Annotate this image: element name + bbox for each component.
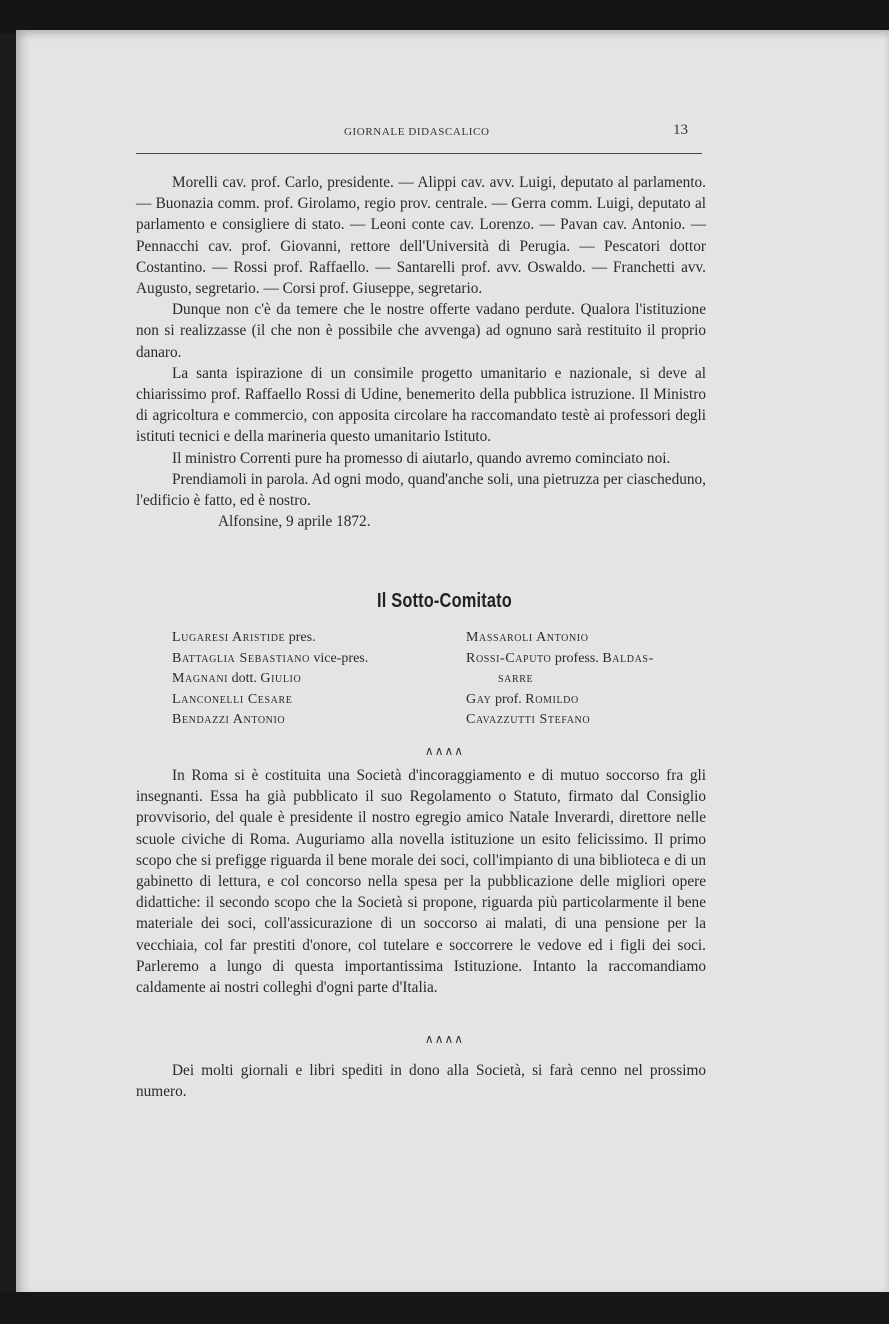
- section-ornament: ∧∧∧∧: [424, 1032, 465, 1046]
- member-entry: Bendazzi Antonio: [172, 712, 286, 728]
- member-entry: Battaglia Sebastiano vice-pres.: [172, 650, 369, 666]
- article-notice: [136, 1060, 706, 1102]
- page-number: 13: [673, 122, 688, 138]
- running-title: GIORNALE DIDASCALICO: [344, 126, 490, 138]
- paragraph: Morelli cav. prof. Carlo, presidente. — Alippi cav. avv. Luigi, deputato al parlamento. — Buonazia comm. prof. Girolamo, regio prov. centrale. — Gerra comm. Luigi, deputato al parlamento e consigliere di stato. — Leoni conte cav. Lorenzo. — Pavan cav. Antonio. — Pennacchi cav. prof. Giovanni, rettore dell'Università di Perugia. — Pescatori dottor Costantino. — Rossi prof. Raffaello. — Santarelli prof. avv. Oswaldo. — Franchetti avv. Augusto, segretario. — Corsi prof. Giuseppe, segretario.: [136, 174, 706, 298]
- member-entry: Lugaresi Aristide pres.: [172, 630, 316, 645]
- article-committee-list: [136, 172, 706, 532]
- member-entry: Rossi-Caputo profess. Baldas-: [466, 650, 654, 666]
- member-entry: Massaroli Antonio: [466, 630, 589, 645]
- scan-border-bottom: [0, 1292, 889, 1324]
- member-entry: Cavazzutti Stefano: [466, 712, 591, 728]
- dateline: Alfonsine, 9 aprile 1872.: [218, 513, 371, 531]
- section-ornament: ∧∧∧∧: [424, 744, 465, 758]
- paragraph: Il ministro Correnti pure ha promesso di aiutarlo, quando avremo cominciato noi.: [172, 449, 671, 467]
- scan-border-top: [0, 0, 889, 34]
- paragraph: La santa ispirazione di un consimile progetto umanitario e nazionale, si deve al chiarissimo prof. Raffaello Rossi di Udine, benemerito della pubblica istruzione. Il Ministro di agricoltura e commercio, con apposita circolare ha raccomandato testè ai professori degli istituti tecnici e della marineria questo umanitario Istituto.: [136, 364, 706, 446]
- committee-column-right: [466, 628, 654, 731]
- article-society: [136, 765, 706, 998]
- paragraph: In Roma si è costituita una Società d'incoraggiamento e di mutuo soccorso fra gli insegnanti. Essa ha già pubblicato il suo Regolamento o Statuto, firmato dal Consiglio provvisorio, del quale è presidente il nostro egregio amico Natale Inverardi, direttore nelle scuole civiche di Roma. Auguriamo alla novella istituzione un esito felicissimo. Il primo scopo che si prefigge riguarda il bene morale dei soci, coll'impianto di una biblioteca e di un gabinetto di lettura, e col concorso nella spesa per la pubblicazione delle migliori opere didattiche: il secondo scopo che la Società si propone, riguarda più particolarmente il bene materiale dei soci, coll'assicurazione di un soccorso ai malati, di una pensione per la vecchiaia, col far prestiti d'onore, col tutelare e soccorrere le vedove ed i figli dei soci. Parleremo a lungo di questa importantissima Istituzione. Intanto la raccomandiamo caldamente ai nostri colleghi d'ogni parte d'Italia.: [136, 767, 706, 997]
- paragraph: Prendiamoli in parola. Ad ogni modo, quand'anche soli, una pietruzza per ciascheduno, l'edificio è fatto, ed è nostro.: [136, 470, 706, 510]
- section-heading: Il Sotto-Comitato: [377, 590, 512, 612]
- paragraph: Dunque non c'è da temere che le nostre offerte vadano perdute. Qualora l'istituzione non si realizzasse (il che non è possibile che avvenga) ad ognuno sarà restituito il proprio danaro.: [136, 301, 706, 361]
- member-entry: Magnani dott. Giulio: [172, 671, 302, 687]
- member-entry: Lanconelli Cesare: [172, 691, 293, 707]
- committee-column-left: [172, 628, 368, 731]
- member-entry-continuation: sarre: [498, 671, 534, 687]
- member-entry: Gay prof. Romildo: [466, 691, 579, 707]
- header-rule: [136, 153, 702, 154]
- running-header: [136, 122, 702, 142]
- paragraph: Dei molti giornali e libri spediti in dono alla Società, si farà cenno nel prossimo numero.: [136, 1062, 706, 1101]
